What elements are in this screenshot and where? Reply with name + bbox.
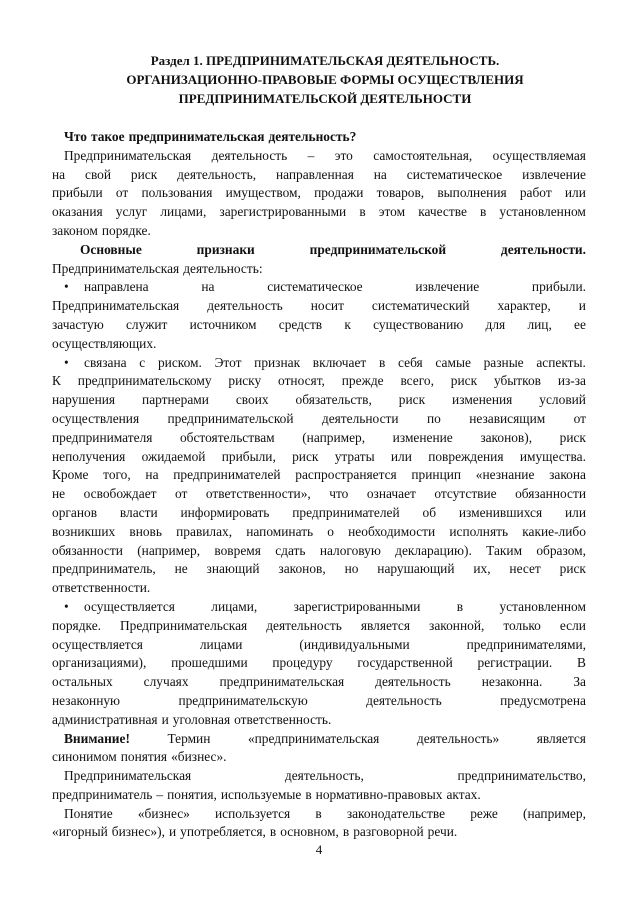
text-line: К предпринимательскому риску относят, прежде всего, риск убытков из-за xyxy=(52,373,586,389)
text-line: оказания услуг лицами, зарегистрированными в этом качестве в установленном xyxy=(52,204,586,220)
text-line: осуществления предпринимательской деятельности по независящим от xyxy=(52,410,586,426)
text-line: осуществляющих. xyxy=(52,335,157,351)
text-line: предприниматель – понятия, используемые в нормативно-правовых актах. xyxy=(52,786,481,802)
text-line: нарушения партнерами своих обязательств, риск изменения условий xyxy=(52,392,586,408)
text-line: Основные признаки предпринимательской деятельности. xyxy=(80,241,586,257)
text-line: Предпринимательская деятельность носит систематический характер, и xyxy=(52,298,586,314)
bold-lead: Внимание! xyxy=(64,730,130,746)
text-line: не освобождает от ответственности», что означает отсутствие обязанности xyxy=(52,486,586,502)
text-line: «игорный бизнес»), и употребляется, в основном, в разговорной речи. xyxy=(52,824,458,840)
text-line: ответственности. xyxy=(52,580,151,596)
text-line: осуществляется лицами (индивидуальными предпринимателями, xyxy=(52,636,586,652)
text-line: предприниматель, не знающий законов, но нарушающий их, несет риск xyxy=(52,561,586,577)
text-line: прибыли от пользования имуществом, продажи товаров, выполнения работ или xyxy=(52,185,586,201)
text-line: синонимом понятия «бизнес». xyxy=(52,749,227,765)
text-line: Что такое предпринимательская деятельность? xyxy=(64,129,357,144)
text-line: Предпринимательская деятельность: xyxy=(52,260,263,276)
text-line: возникших вновь правилах, напоминать о необходимости исполнять какие-либо xyxy=(52,523,586,539)
text-line: неполучения ожидаемой прибыли, риск утраты или повреждения имущества. xyxy=(52,448,586,464)
text-line: предпринимателя обстоятельствам (например, изменение законов), риск xyxy=(52,429,586,445)
bullet-line: • осуществляется лицами, зарегистрированными в установленном xyxy=(52,598,586,617)
text-line: органов власти информировать предпринимателей об изменившихся или xyxy=(52,504,586,520)
section-title-line-2: ОРГАНИЗАЦИОННО-ПРАВОВЫЕ ФОРМЫ ОСУЩЕСТВЛЕНИЯ xyxy=(126,72,524,87)
body-text xyxy=(52,128,586,842)
text-line: Внимание! Термин «предпринимательская деятельность» является xyxy=(52,730,586,749)
text-line: порядке. Предпринимательская деятельность является законной, только если xyxy=(52,617,586,633)
bullet-line: • направлена на систематическое извлечение прибыли. xyxy=(52,278,586,297)
text-line: зачастую служит источником средств к существованию для лиц, ее xyxy=(52,316,586,332)
page-number: 4 xyxy=(315,842,323,857)
text-line: Предпринимательская деятельность – это самостоятельная, осуществляемая xyxy=(64,147,586,163)
text-line: Кроме того, на предпринимателей распространяется принцип «незнание закона xyxy=(52,467,586,483)
section-title-line-1: Раздел 1. ПРЕДПРИНИМАТЕЛЬСКАЯ ДЕЯТЕЛЬНОСТЬ. xyxy=(150,53,500,68)
text-line: законом порядке. xyxy=(52,222,151,238)
bullet-line: • связана с риском. Этот признак включает в себя самые разные аспекты. xyxy=(52,354,586,373)
text-line: Понятие «бизнес» используется в законодательстве реже (например, xyxy=(64,805,586,821)
text-line: административная и уголовная ответственность. xyxy=(52,711,332,727)
section-title-line-3: ПРЕДПРИНИМАТЕЛЬСКОЙ ДЕЯТЕЛЬНОСТИ xyxy=(178,91,472,106)
text-line: на свой риск деятельность, направленная на систематическое извлечение xyxy=(52,166,586,182)
text-line: организациями), прошедшими процедуру государственной регистрации. В xyxy=(52,655,586,671)
text-line: остальных случаях предпринимательская деятельность незаконна. За xyxy=(52,674,586,690)
text-line: обязанности (например, вовремя сдать налоговую декларацию). Таким образом, xyxy=(52,542,586,558)
text-line: Предпринимательская деятельность, предпринимательство, xyxy=(64,768,586,784)
section-title xyxy=(60,51,590,108)
text-line: незаконную предпринимательскую деятельность предусмотрена xyxy=(52,692,586,708)
